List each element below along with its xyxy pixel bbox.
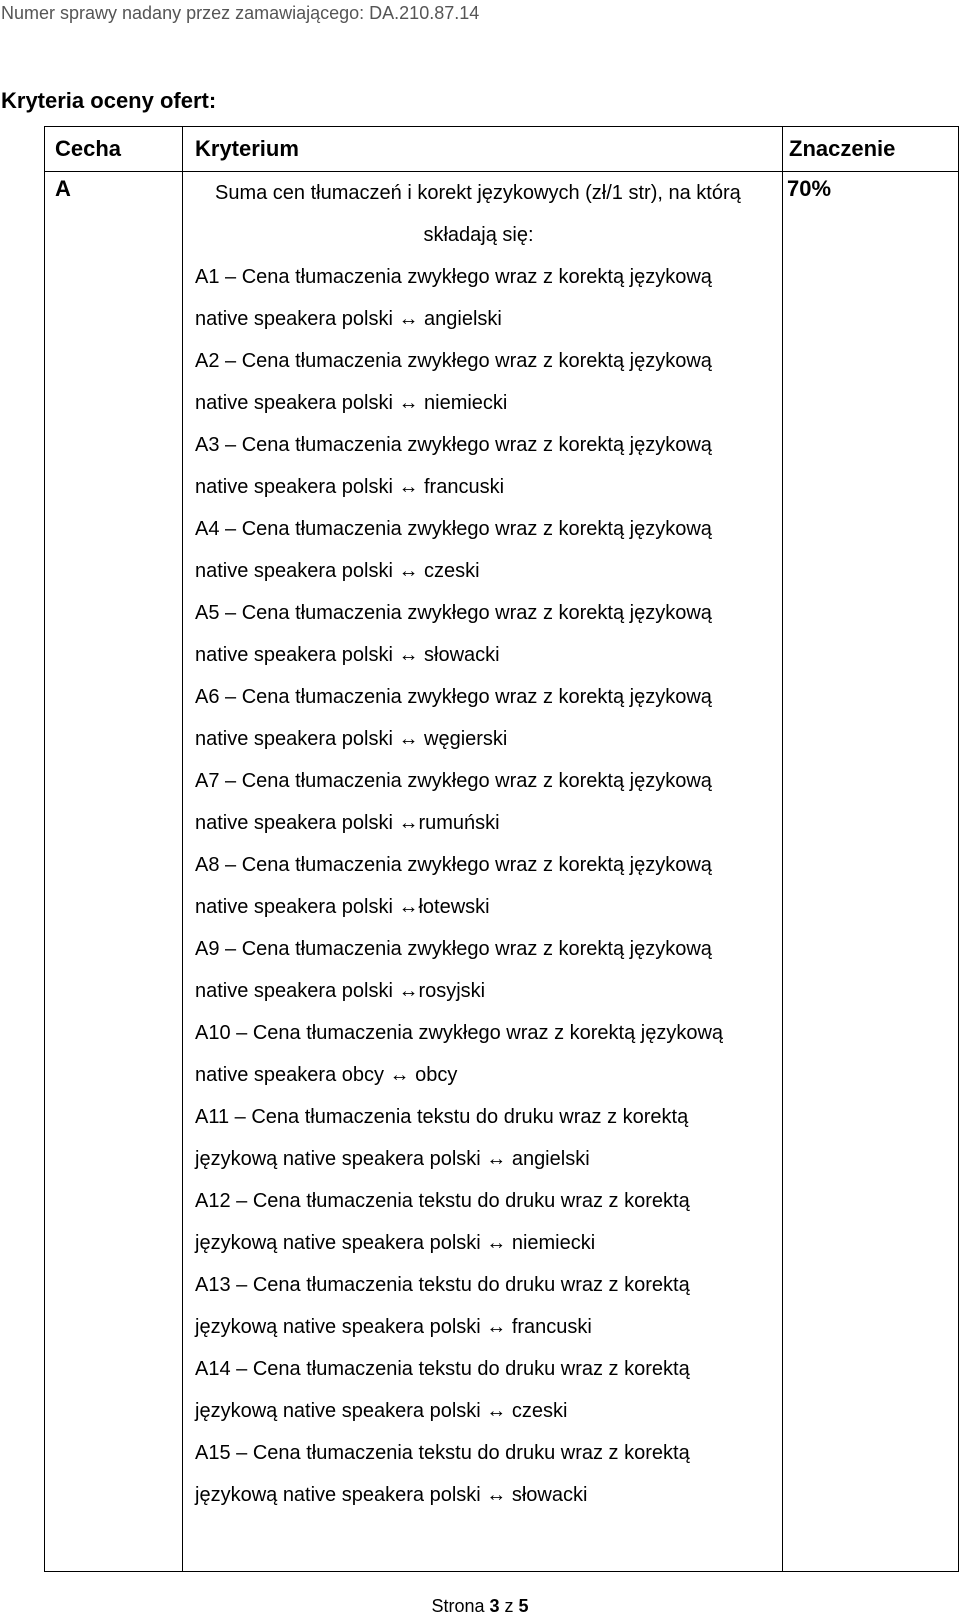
criterion-item-line-2: native speakera obcy ↔ obcy [195,1064,458,1086]
criterion-item-line-2: native speakera polski ↔ słowacki [195,644,500,666]
criterion-item-line-1: A9 – Cena tłumaczenia zwykłego wraz z korektą językową [195,938,712,960]
criterion-item-line-1: A5 – Cena tłumaczenia zwykłego wraz z korektą językową [195,602,712,624]
column-header-cecha: Cecha [45,127,183,172]
criterion-item-line-2: językową native speakera polski ↔ czeski [195,1400,568,1422]
page-separator: z [504,1596,514,1616]
document-header-case-number: Numer sprawy nadany przez zamawiającego: DA.210.87.14 [1,3,480,23]
criterion-item-line-1: A3 – Cena tłumaczenia zwykłego wraz z korektą językową [195,434,712,456]
criterion-item-line-2: native speakera polski ↔ czeski [195,560,480,582]
criterion-item-line-2: językową native speakera polski ↔ angielski [195,1148,590,1170]
criterion-item-line-1: A4 – Cena tłumaczenia zwykłego wraz z korektą językową [195,518,712,540]
kryterium-cell [183,172,783,1572]
criterion-item-line-1: A10 – Cena tłumaczenia zwykłego wraz z korektą językową [195,1022,724,1044]
criterion-item-line-2: native speakera polski ↔rosyjski [195,980,486,1002]
criterion-item-line-1: A6 – Cena tłumaczenia zwykłego wraz z korektą językową [195,686,712,708]
criteria-table [44,126,959,1572]
criterion-item-line-1: A7 – Cena tłumaczenia zwykłego wraz z korektą językową [195,770,712,792]
criterion-item-line-2: native speakera polski ↔ węgierski [195,728,508,750]
criterion-item-line-1: A2 – Cena tłumaczenia zwykłego wraz z korektą językową [195,350,712,372]
criterion-item-line-1: A14 – Cena tłumaczenia tekstu do druku wraz z korektą [195,1358,690,1380]
page-total-number: 5 [518,1596,529,1616]
criterion-intro-line: Suma cen tłumaczeń i korekt językowych (zł/1 str), na którą [215,182,741,204]
criterion-item-line-1: A12 – Cena tłumaczenia tekstu do druku wraz z korektą [195,1190,690,1212]
table-row [45,172,959,1572]
criterion-item-line-2: native speakera polski ↔ angielski [195,308,502,330]
page-footer [0,1594,960,1618]
criterion-item-line-1: A1 – Cena tłumaczenia zwykłego wraz z korektą językową [195,266,712,288]
criterion-intro-line: składają się: [423,224,534,246]
criterion-item-line-2: native speakera polski ↔rumuński [195,812,500,834]
criterion-items-list [195,256,782,1516]
criterion-item-line-1: A8 – Cena tłumaczenia zwykłego wraz z korektą językową [195,854,712,876]
table-header-row [45,127,959,172]
criterion-item-line-2: językową native speakera polski ↔ słowacki [195,1484,588,1506]
section-title: Kryteria oceny ofert: [1,88,217,113]
criterion-item-line-2: native speakera polski ↔ niemiecki [195,392,508,414]
criterion-item-line-2: native speakera polski ↔łotewski [195,896,490,918]
criterion-item-line-1: A15 – Cena tłumaczenia tekstu do druku wraz z korektą [195,1442,690,1464]
znaczenie-cell: 70% [783,172,959,1572]
criterion-item-line-2: native speakera polski ↔ francuski [195,476,505,498]
criterion-item-line-1: A13 – Cena tłumaczenia tekstu do druku wraz z korektą [195,1274,690,1296]
page-label: Strona [431,1596,485,1616]
criterion-item-line-1: A11 – Cena tłumaczenia tekstu do druku wraz z korektą [195,1106,689,1128]
criterion-item-line-2: językową native speakera polski ↔ francuski [195,1316,592,1338]
column-header-znaczenie: Znaczenie [783,127,959,172]
column-header-kryterium: Kryterium [183,127,783,172]
cecha-cell: A [45,172,183,1572]
criterion-item-line-2: językową native speakera polski ↔ niemiecki [195,1232,596,1254]
page-current-number: 3 [489,1596,500,1616]
